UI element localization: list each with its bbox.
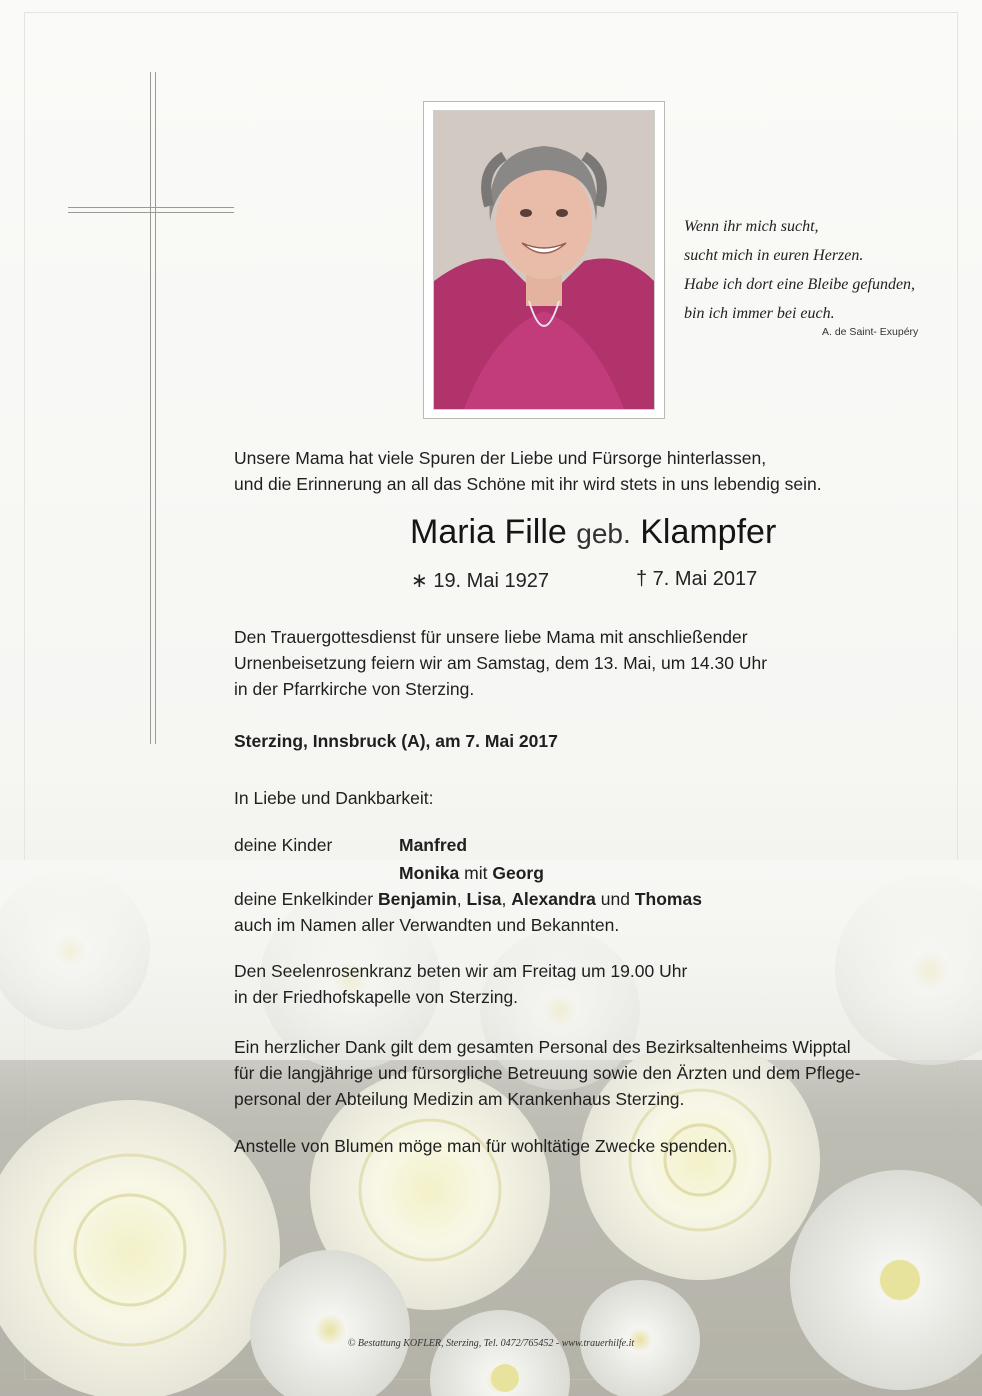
grandchild-name: Thomas [634, 889, 702, 909]
birth-date: ∗ 19. Mai 1927 [411, 570, 549, 592]
rosary-line: in der Friedhofskapelle von Sterzing. [234, 987, 519, 1007]
grandchild-name: Benjamin [378, 889, 457, 909]
death-date: † 7. Mai 2017 [636, 568, 758, 590]
grandchildren-line: deine Enkelkinder Benjamin, Lisa, Alexandra und Thomas [234, 889, 702, 909]
intro-line: Unsere Mama hat viele Spuren der Liebe und Fürsorge hinterlassen, [234, 448, 767, 468]
cross-icon [150, 72, 151, 744]
quote-line: Wenn ihr mich sucht, [684, 218, 819, 235]
cross-icon-bar-2 [68, 212, 234, 213]
cross-icon-bar [68, 207, 234, 208]
rosary-line: Den Seelenrosenkranz beten wir am Freitag um 19.00 Uhr [234, 961, 688, 981]
grandchild-name: Alexandra [511, 889, 596, 909]
child-name: Monika [399, 863, 460, 883]
mit-word: mit [464, 863, 488, 883]
relatives-line: auch im Namen aller Verwandten und Bekannten. [234, 915, 620, 935]
grandchildren-label: deine Enkelkinder [234, 889, 374, 909]
portrait-photo [433, 110, 655, 410]
portrait-photo-frame [423, 101, 665, 419]
name-first-last: Maria Fille [410, 513, 567, 551]
quote-line: Habe ich dort eine Bleibe gefunden, [684, 276, 916, 293]
quote-line: sucht mich in euren Herzen. [684, 247, 864, 264]
quote-author: A. de Saint- Exupéry [822, 326, 919, 338]
service-line: in der Pfarrkirche von Sterzing. [234, 679, 475, 699]
service-line: Urnenbeisetzung feiern wir am Samstag, dem 13. Mai, um 14.30 Uhr [234, 653, 768, 673]
donation-note: Anstelle von Blumen möge man für wohltätige Zwecke spenden. [234, 1136, 733, 1156]
white-roses-illustration [0, 860, 982, 1396]
service-line: Den Trauergottesdienst für unsere liebe Mama mit anschließender [234, 627, 748, 647]
child-line [399, 860, 544, 886]
thanks-line: für die langjährige und fürsorgliche Betreuung sowie den Ärzten und dem Pflege- [234, 1063, 861, 1083]
und-word: und [600, 889, 630, 909]
name-maiden: Klampfer [640, 513, 777, 551]
mourners-intro: In Liebe und Dankbarkeit: [234, 788, 434, 808]
thanks-line: Ein herzlicher Dank gilt dem gesamten Personal des Bezirksaltenheims Wipptal [234, 1037, 851, 1057]
deceased-name [410, 513, 776, 552]
child-name: Manfred [399, 835, 468, 855]
cross-icon-line [155, 72, 156, 744]
children-label: deine Kinder [234, 835, 333, 855]
name-geb: geb. [576, 518, 631, 549]
quote-block [684, 212, 964, 328]
footer-imprint: © Bestattung KOFLER, Sterzing, Tel. 0472/765452 - www.trauerhilfe.it [347, 1338, 635, 1349]
place-date: Sterzing, Innsbruck (A), am 7. Mai 2017 [234, 731, 558, 751]
child-partner-name: Georg [492, 863, 544, 883]
quote-line: bin ich immer bei euch. [684, 305, 835, 322]
intro-line: und die Erinnerung an all das Schöne mit ihr wird stets in uns lebendig sein. [234, 474, 822, 494]
thanks-line: personal der Abteilung Medizin am Krankenhaus Sterzing. [234, 1089, 685, 1109]
grandchild-name: Lisa [466, 889, 502, 909]
